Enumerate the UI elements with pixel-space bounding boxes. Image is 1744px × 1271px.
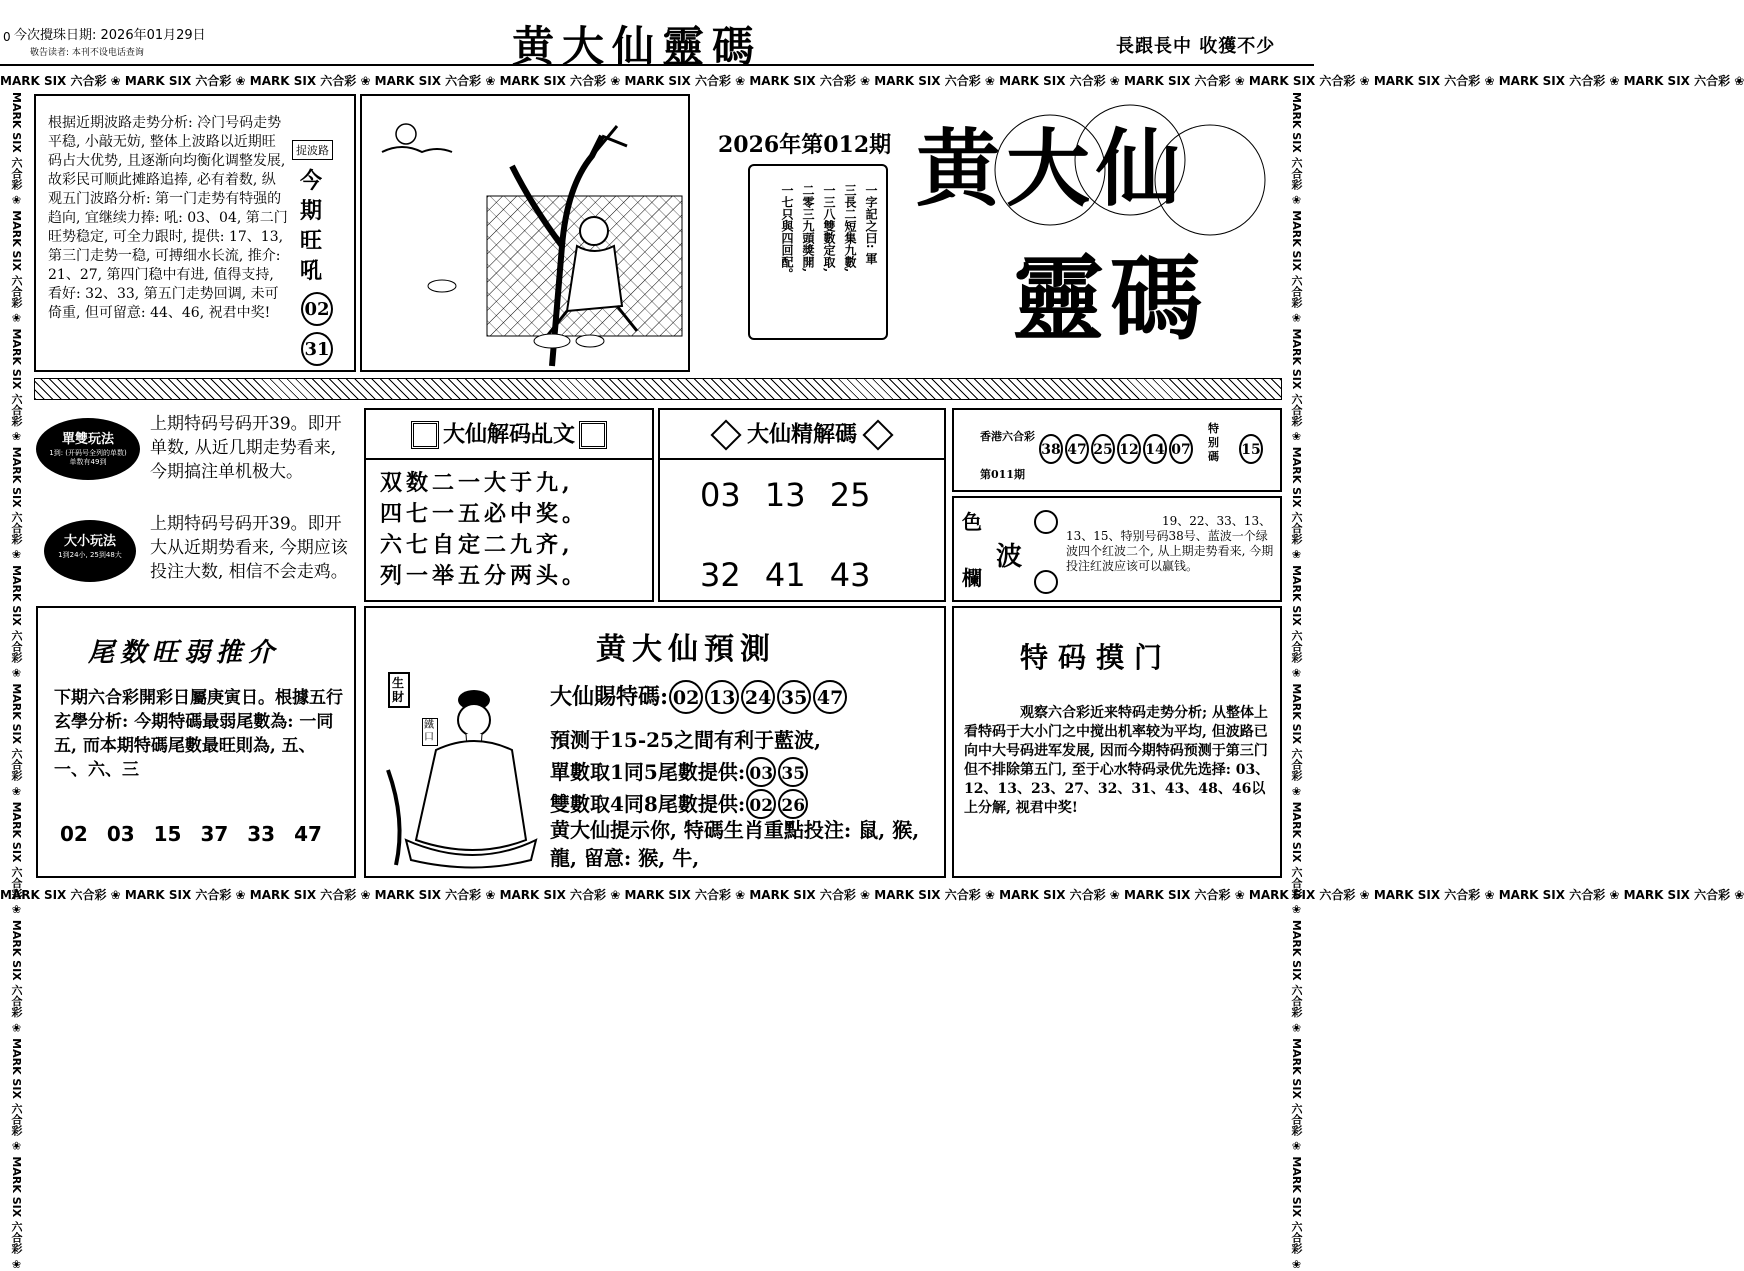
analysis-vertical: 今 期 旺 吼 xyxy=(300,168,323,284)
precise-box xyxy=(658,408,946,602)
wave-label-b: 波 xyxy=(996,542,1023,572)
result-ball: 25 xyxy=(1091,434,1115,464)
header-rule xyxy=(0,64,1314,66)
door-box xyxy=(952,606,1282,878)
scroll-col: 一字記之曰: 軍 xyxy=(864,184,878,265)
special-row: 大仙賜特碼: 02 13 24 35 47 xyxy=(550,680,848,714)
analysis-number: 31 xyxy=(301,332,333,366)
odd-row: 單數取1同5尾數提供: 03 35 xyxy=(550,756,809,787)
odd-even-text: 上期特码号码开39。即开单数, 从近几期走势看来, 今期搞注单机极大。 xyxy=(150,414,342,482)
poem-line: 双数二一大于九, xyxy=(380,470,574,496)
analysis-text: 根据近期波路走势分析: 冷门号码走势平稳, 小敲无妨, 整体上波路以近期旺码占大优势, 且逐渐向均衡化调整发展, 故彩民可顺此摊路追捧, 必有着数, 纵观五门波路分析: 第一门走势有特强的趋向, 宜继续力捧: 吼: 03、04, 第二门旺势稳定, 可全力跟时, 提供: 17、13, 第三门走势一稳, 可搏细水长流, 推介: 21、27, 第四门稳中有进, 值得支持, 看好: 32、33, 第五门走势回调, 未可倚重, 但可留意: 44、46, 祝君中奖! xyxy=(48,115,288,321)
special-num: 13 xyxy=(705,680,739,714)
even-row: 雙數取4同8尾數提供: 02 26 xyxy=(550,788,809,819)
odd-num: 35 xyxy=(778,757,808,787)
issue-label: 2026年第012期 xyxy=(718,132,892,158)
even-num: 26 xyxy=(778,789,808,819)
corner-mark: 0 xyxy=(3,30,11,44)
precise-row2: 32 41 43 xyxy=(700,556,871,594)
right-border-strip: MARK SIX 六合彩 ❀ MARK SIX 六合彩 ❀ MARK SIX 六合彩 ❀ MARK SIX 六合彩 ❀ MARK SIX 六合彩 ❀ MARK SIX 六合彩 ❀ MARK SIX 六合彩 ❀ MARK SIX 六合彩 ❀ MARK SIX 六合彩 ❀ MARK SIX 六合彩 ❀ xyxy=(1290,92,1303,1271)
scroll xyxy=(748,164,888,340)
precise-header: 大仙精解碼 xyxy=(660,410,944,460)
bottom-border-strip: MARK SIX 六合彩 ❀ MARK SIX 六合彩 ❀ MARK SIX 六合彩 ❀ MARK SIX 六合彩 ❀ MARK SIX 六合彩 ❀ MARK SIX 六合彩 ❀ MARK SIX 六合彩 ❀ MARK SIX 六合彩 ❀ MARK SIX 六合彩 ❀ MARK SIX 六合彩 ❀ MARK SIX 六合彩 ❀ MARK SIX 六合彩 ❀ MARK SIX 六合彩 ❀ MARK SIX 六合彩 ❀ xyxy=(0,888,1744,902)
poem-box xyxy=(364,408,654,602)
poem-line: 四七一五必中奖。 xyxy=(380,501,589,527)
result-ball: 14 xyxy=(1143,434,1167,464)
scroll-col: 二零三九頭獎開, xyxy=(801,184,815,273)
analysis-tag: 捉波路 xyxy=(292,140,333,160)
result-ball: 07 xyxy=(1169,434,1193,464)
circle-icon xyxy=(1034,510,1058,534)
notice: 敬告读者: 本刊不设电话查询 xyxy=(30,48,144,58)
special-label: 特别碼 xyxy=(1208,422,1219,463)
wave-label-a: 色 xyxy=(962,510,982,534)
diamond-icon xyxy=(862,419,893,450)
tail-title: 尾数旺弱推介 xyxy=(88,638,281,668)
special-num: 35 xyxy=(777,680,811,714)
frame-icon xyxy=(411,421,439,449)
odd-even-badge: 單雙玩法 1到: (开码号全列的单数) 单数有49到 xyxy=(36,418,140,480)
result-ball: 47 xyxy=(1065,434,1089,464)
seal-2: 鐵口 xyxy=(422,718,438,746)
prediction-box xyxy=(364,606,946,878)
draw-date: 今次攪珠日期: 2026年01月29日 xyxy=(14,28,206,43)
top-border-strip: MARK SIX 六合彩 ❀ MARK SIX 六合彩 ❀ MARK SIX 六合彩 ❀ MARK SIX 六合彩 ❀ MARK SIX 六合彩 ❀ MARK SIX 六合彩 ❀ MARK SIX 六合彩 ❀ MARK SIX 六合彩 ❀ MARK SIX 六合彩 ❀ MARK SIX 六合彩 ❀ MARK SIX 六合彩 ❀ MARK SIX 六合彩 ❀ MARK SIX 六合彩 ❀ MARK SIX 六合彩 ❀ xyxy=(0,74,1744,88)
prediction-line1: 預测于15-25之間有利于藍波, xyxy=(550,728,821,752)
last-result-issue: 第011期 xyxy=(980,468,1025,481)
wave-label-c: 欄 xyxy=(962,566,982,590)
special-num: 24 xyxy=(741,680,775,714)
last-result-box xyxy=(952,408,1282,492)
circle-icon xyxy=(1034,570,1058,594)
scroll-col: 一七只與四回配。 xyxy=(780,184,794,280)
precise-row1: 03 13 25 xyxy=(700,476,871,514)
slogan: 長跟長中 收獲不少 xyxy=(1116,36,1276,57)
special-num: 47 xyxy=(813,680,847,714)
illustration-box xyxy=(360,94,690,372)
frame-icon xyxy=(579,421,607,449)
poem-line: 六七自定二九齐, xyxy=(380,532,574,558)
diamond-icon xyxy=(710,419,741,450)
hatched-divider xyxy=(34,378,1282,400)
analysis-numbers xyxy=(300,292,334,366)
analysis-box xyxy=(34,94,356,372)
tail-numbers: 02 03 15 37 33 47 xyxy=(60,822,322,846)
poem-line: 列一举五分两头。 xyxy=(380,563,589,589)
logo-line1: 黄大仙 xyxy=(916,119,1187,218)
tail-box xyxy=(36,606,356,878)
big-small-text: 上期特码号码开39。即开大从近期势看来, 今期应该投注大数, 相信不会走鸡。 xyxy=(150,514,348,582)
even-num: 02 xyxy=(746,789,776,819)
logo-line2: 靈碼 xyxy=(1012,245,1209,353)
color-wave-box xyxy=(952,496,1282,602)
tail-text: 下期六合彩開彩日屬庚寅日。根據五行玄學分析: 今期特碼最弱尾數為: 一同五, 而本期特碼尾數最旺則為, 五、一、六、三 xyxy=(54,688,343,780)
prediction-line4: 黄大仙提示你, 特碼生肖重點投注: 鼠, 猴, 龍, 留意: 猴, 牛, xyxy=(550,818,920,870)
left-border-strip: MARK SIX 六合彩 ❀ MARK SIX 六合彩 ❀ MARK SIX 六合彩 ❀ MARK SIX 六合彩 ❀ MARK SIX 六合彩 ❀ MARK SIX 六合彩 ❀ MARK SIX 六合彩 ❀ MARK SIX 六合彩 ❀ MARK SIX 六合彩 ❀ MARK SIX 六合彩 ❀ xyxy=(10,92,23,1271)
scroll-col: 三長二短集九數, xyxy=(843,184,857,273)
scroll-col: 一三八雙數定取, xyxy=(822,184,836,273)
child-tree-illustration xyxy=(362,96,688,370)
analysis-number: 02 xyxy=(301,292,333,326)
special-num: 02 xyxy=(669,680,703,714)
door-title: 特码摸门 xyxy=(1020,641,1173,674)
poem-header: 大仙解码乩文 xyxy=(366,410,652,460)
big-small-badge: 大小玩法 1到24小, 25到48大 xyxy=(44,520,136,582)
last-result-label: 香港六合彩 xyxy=(980,430,1035,443)
prediction-title: 黄大仙預測 xyxy=(596,632,776,667)
color-wave-text: 19、22、33、13、13、15、特别号码38号、蓝波一个绿波四个红波二个, 从上期走势看来, 今期投注红波应该可以赢钱。 xyxy=(1066,514,1274,573)
immortal-figure xyxy=(376,670,536,870)
result-ball: 12 xyxy=(1117,434,1141,464)
result-ball: 38 xyxy=(1039,434,1063,464)
door-text: 观察六合彩近来特码走势分析; 从整体上看特码于大小门之中搅出机率较为平均, 但波路已向中大号码进军发展, 因而今期特码预测于第三门但不排除第五门, 至于心水特码录优先选择: 03、12、13、23、27、32、31、43、48、46以上分解, 视君中奖! xyxy=(964,705,1270,816)
special-ball: 15 xyxy=(1239,434,1263,464)
page-title: 黄大仙靈碼 xyxy=(512,22,763,71)
scroll-cols xyxy=(778,184,880,296)
last-result-balls xyxy=(1038,434,1194,464)
odd-num: 03 xyxy=(746,757,776,787)
poem-lines xyxy=(380,468,588,592)
seal-1: 生財 xyxy=(388,672,410,708)
